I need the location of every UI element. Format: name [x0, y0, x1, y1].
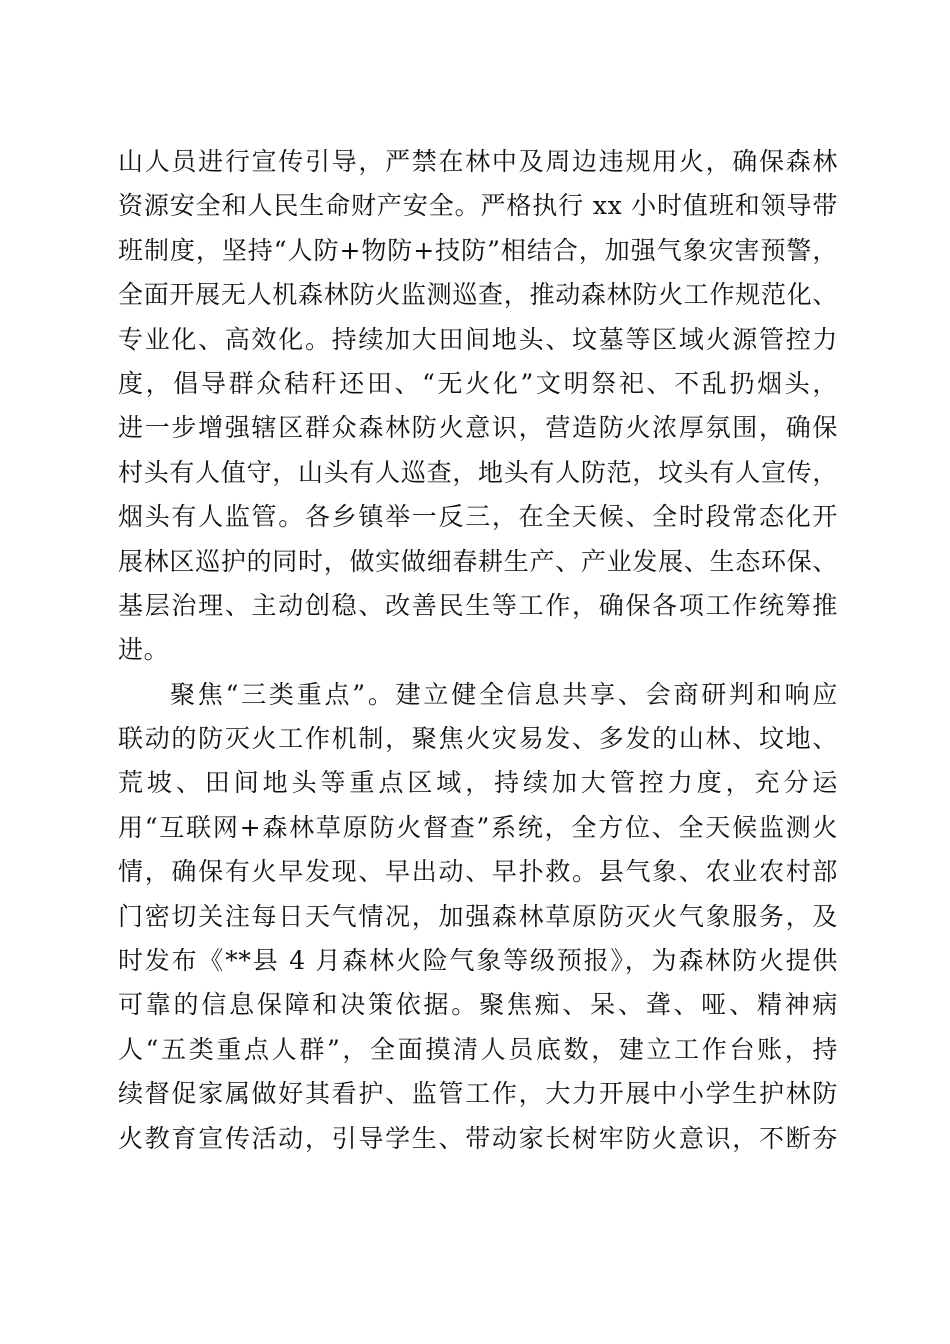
text-line: 人“五类重点人群”，全面摸清人员底数，建立工作台账，持 — [118, 1034, 838, 1064]
text-line: 火教育宣传活动，引导学生、带动家长树牢防火意识，不断夯 — [118, 1123, 838, 1153]
paragraph-first-line: 聚焦“三类重点”。建立健全信息共享、会商研判和响应 — [170, 679, 838, 709]
text-line: 情，确保有火早发现、早出动、早扑救。县气象、农业农村部 — [118, 857, 838, 887]
text-line: 荒坡、田间地头等重点区域，持续加大管控力度，充分运 — [118, 768, 838, 798]
text-line: 度，倡导群众秸秆还田、“无火化”文明祭祀、不乱扔烟头， — [118, 368, 838, 398]
text-line: 资源安全和人民生命财产安全。严格执行 xx 小时值班和领导带 — [118, 191, 838, 221]
text-line: 可靠的信息保障和决策依据。聚焦痴、呆、聋、哑、精神病 — [118, 990, 838, 1020]
text-line: 山人员进行宣传引导，严禁在林中及周边违规用火，确保森林 — [118, 147, 838, 176]
text-line: 联动的防灭火工作机制，聚焦火灾易发、多发的山林、坟地、 — [118, 724, 838, 754]
text-line: 进。 — [118, 635, 170, 665]
text-line: 续督促家属做好其看护、监管工作，大力开展中小学生护林防 — [118, 1079, 838, 1109]
text-line: 进一步增强辖区群众森林防火意识，营造防火浓厚氛围，确保 — [118, 413, 838, 443]
text-line: 烟头有人监管。各乡镇举一反三，在全天候、全时段常态化开 — [118, 502, 838, 532]
text-line: 用“互联网+森林草原防火督查”系统，全方位、全天候监测火 — [118, 812, 838, 842]
text-line: 班制度，坚持“人防+物防+技防”相结合，加强气象灾害预警， — [118, 235, 838, 265]
text-line: 时发布《**县 4 月森林火险气象等级预报》，为森林防火提供 — [118, 946, 838, 976]
text-line: 展林区巡护的同时，做实做细春耕生产、产业发展、生态环保、 — [118, 546, 838, 576]
text-line: 基层治理、主动创稳、改善民生等工作，确保各项工作统筹推 — [118, 590, 838, 620]
text-line: 村头有人值守，山头有人巡查，地头有人防范，坟头有人宣传， — [118, 457, 838, 487]
text-line: 专业化、高效化。持续加大田间地头、坟墓等区域火源管控力 — [118, 324, 838, 354]
body-text — [118, 140, 838, 1161]
text-line: 门密切关注每日天气情况，加强森林草原防灭火气象服务，及 — [118, 901, 838, 931]
text-line: 全面开展无人机森林防火监测巡查，推动森林防火工作规范化、 — [118, 280, 838, 310]
